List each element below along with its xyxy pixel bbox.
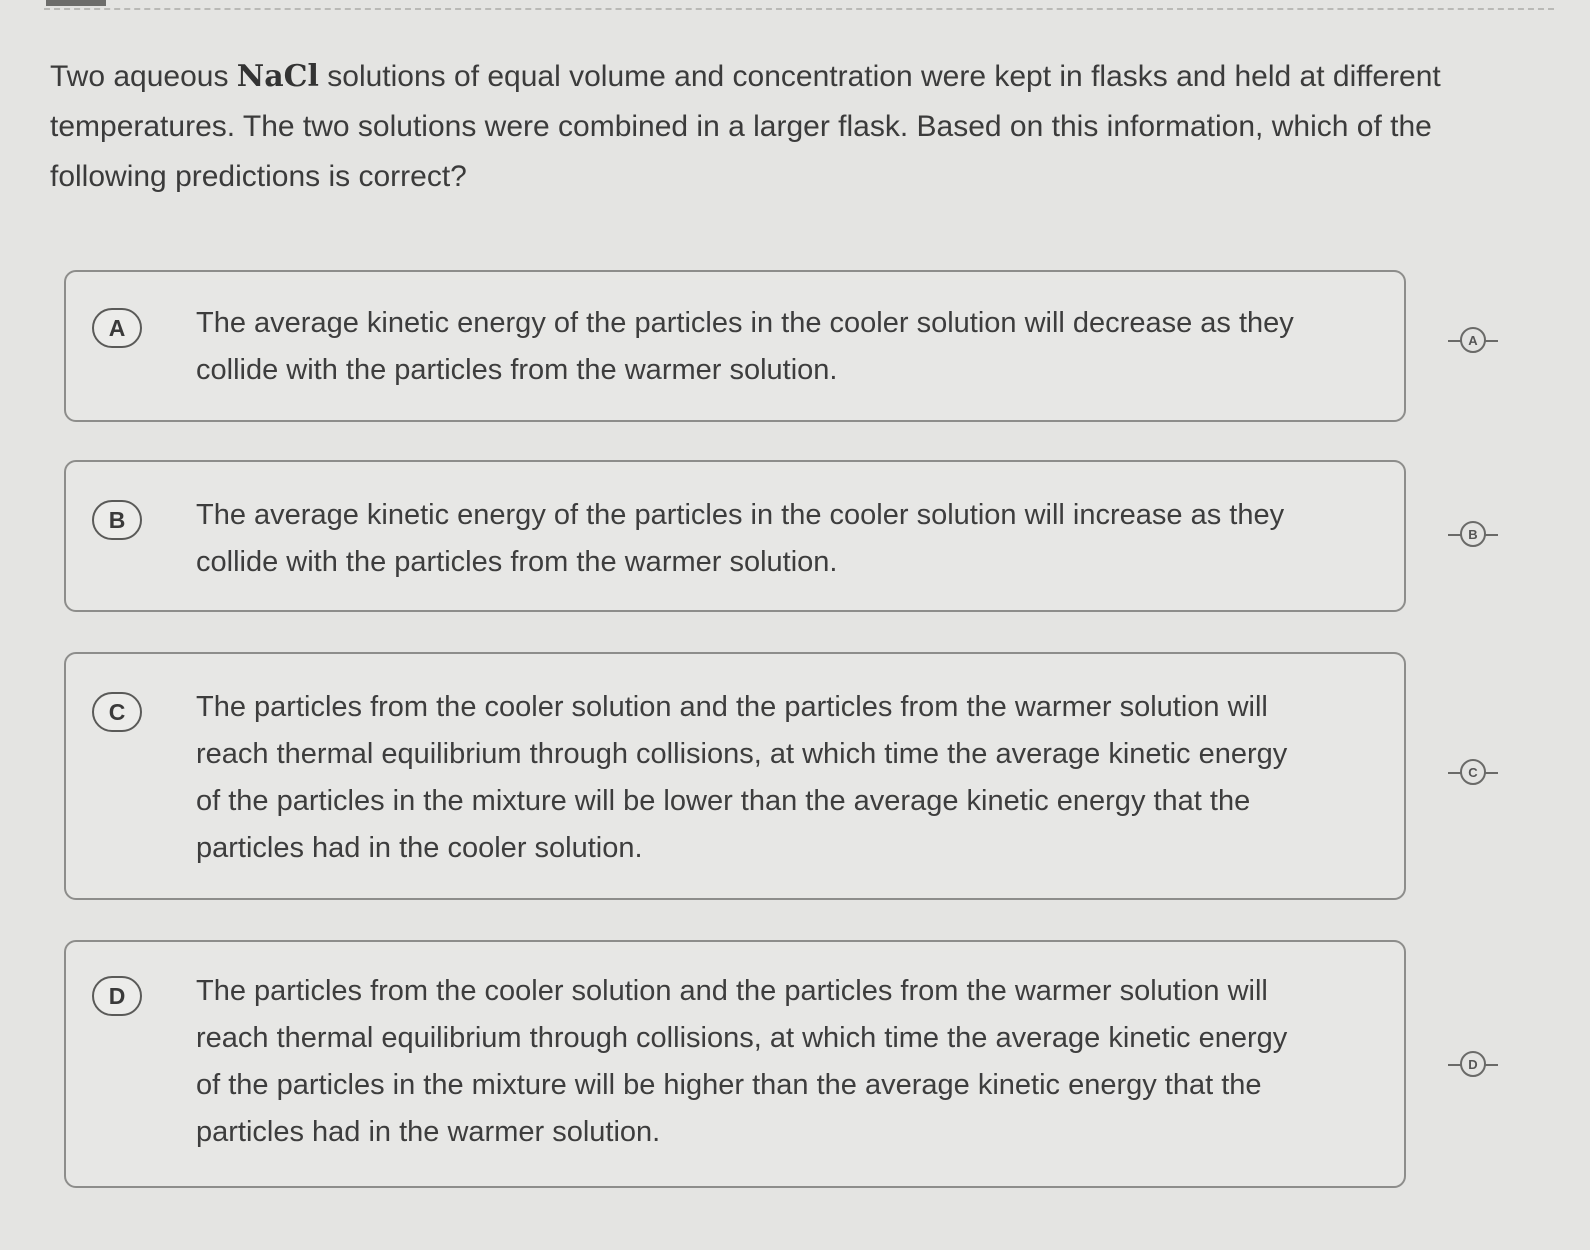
- eliminate-letter: B: [1460, 521, 1486, 547]
- eliminate-choice-d-button[interactable]: [1448, 1050, 1498, 1080]
- question-stem: [50, 52, 1540, 202]
- question-text-end: solutions of equal volume and concentration were kept in flasks and held at different temperatures. The two solutions were combined in a larger flask. Based on this information, which of the following predictions is correct?: [50, 60, 1441, 193]
- choice-text: The particles from the cooler solution and the particles from the warmer solution will reach thermal equilibrium through collisions, at which time the average kinetic energy of the particles in the mixture will be lower than the average kinetic energy that the particles had in the cooler solution.: [196, 691, 1288, 864]
- choice-letter-badge: A: [92, 308, 142, 348]
- choice-letter-badge: B: [92, 500, 142, 540]
- eliminate-letter: C: [1460, 759, 1486, 785]
- eliminate-choice-a-button[interactable]: [1448, 326, 1498, 356]
- answer-choice-a[interactable]: [64, 270, 1406, 422]
- question-text-start: Two aqueous: [50, 60, 237, 93]
- top-divider: [44, 8, 1554, 10]
- eliminate-choice-c-button[interactable]: [1448, 758, 1498, 788]
- eliminate-choice-b-button[interactable]: [1448, 520, 1498, 550]
- choice-text: The average kinetic energy of the particles in the cooler solution will increase as they collide with the particles from the warmer solution.: [196, 499, 1285, 578]
- choice-text: The average kinetic energy of the particles in the cooler solution will decrease as they collide with the particles from the warmer solution.: [196, 307, 1294, 386]
- choice-letter-badge: C: [92, 692, 142, 732]
- eliminate-letter: D: [1460, 1051, 1486, 1077]
- answer-choice-c[interactable]: [64, 652, 1406, 900]
- eliminate-letter: A: [1460, 327, 1486, 353]
- answer-choice-b[interactable]: [64, 460, 1406, 612]
- chemical-formula: NaCl: [236, 59, 319, 94]
- choice-text: The particles from the cooler solution and the particles from the warmer solution will reach thermal equilibrium through collisions, at which time the average kinetic energy of the particles in the mixture will be higher than the average kinetic energy that the particles had in the warmer solution.: [196, 975, 1288, 1148]
- progress-marker: [46, 0, 106, 6]
- choice-letter-badge: D: [92, 976, 142, 1016]
- answer-choice-d[interactable]: [64, 940, 1406, 1188]
